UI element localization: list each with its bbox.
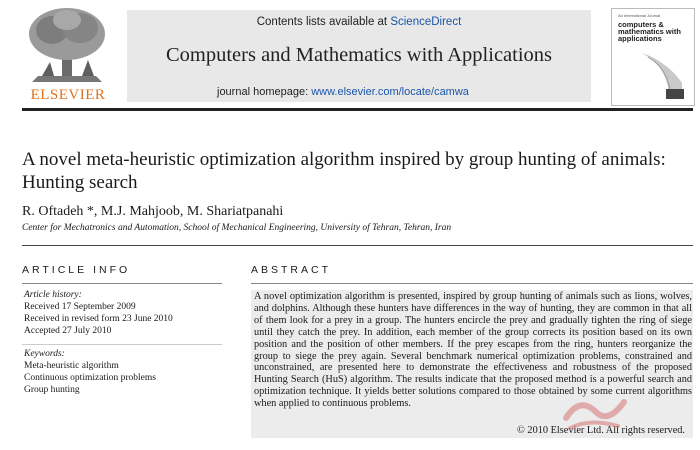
contents-line xyxy=(127,16,591,28)
history-accepted: Accepted 27 July 2010 xyxy=(24,326,112,336)
copyright-notice: © 2010 Elsevier Ltd. All rights reserved. xyxy=(517,425,685,436)
contents-prefix: Contents lists available at xyxy=(256,16,391,28)
history-label: Article history: xyxy=(24,290,82,300)
homepage-link[interactable]: www.elsevier.com/locate/camwa xyxy=(311,86,469,98)
journal-title: Computers and Mathematics with Applications xyxy=(165,44,553,66)
cover-small-text: An International Journal xyxy=(618,13,661,18)
author-affiliation: Center for Mechatronics and Automation, School of Mechanical Engineering, University of Tehran, Tehran, Iran xyxy=(22,223,452,233)
article-title: A novel meta-heuristic optimization algorithm inspired by group hunting of animals: Hunting search xyxy=(22,149,666,193)
abstract-heading: ABSTRACT xyxy=(251,264,332,276)
keywords-rule xyxy=(22,344,222,345)
keyword-item: Continuous optimization problems xyxy=(24,373,156,383)
journal-banner xyxy=(127,10,591,102)
header-rule xyxy=(22,108,693,111)
elsevier-tree-icon xyxy=(22,6,114,88)
abstract-text: A novel optimization algorithm is presented, inspired by group hunting of animals such as lions, wolves, and dolphins. Although these hunters have differences in the way of hunting, they are common in that all of them look for a prey in a group. The hunters encircle the prey and gradually tighten the ring of siege until they catch the prey. In addition, each member of the group corrects its position based on its own position and the position of other members. If the prey escapes from the ring, hunters reorganize the group to siege the prey again. Several benchmark numerical optimization problems, constrained and unconstrained, are presented here to demonstrate the effectiveness and robustness of the proposed Hunting Search (HuS) algorithm. The results indicate that the proposed method is a powerful search and optimization technique. It yields better solutions compared to those obtained by some current algorithms when applied to continuous problems. xyxy=(254,291,692,410)
keywords-label: Keywords: xyxy=(24,349,65,359)
article-authors: R. Oftadeh *, M.J. Mahjoob, M. Shariatpanahi xyxy=(22,204,284,219)
article-info-heading: ARTICLE INFO xyxy=(22,264,131,276)
publisher-logo xyxy=(22,6,114,104)
article-history xyxy=(24,289,224,337)
cover-graphic-icon xyxy=(612,9,694,105)
article-info-rule xyxy=(22,283,222,284)
sciencedirect-link[interactable]: ScienceDirect xyxy=(390,16,462,28)
history-received: Received 17 September 2009 xyxy=(24,302,136,312)
title-rule xyxy=(22,245,693,246)
cover-title: computers & mathematics with applications xyxy=(618,20,681,43)
article-keywords xyxy=(24,348,224,396)
history-revised: Received in revised form 23 June 2010 xyxy=(24,314,173,324)
watermark-logo-icon xyxy=(560,388,630,436)
homepage-prefix: journal homepage: xyxy=(217,86,312,98)
keyword-item: Meta-heuristic algorithm xyxy=(24,361,119,371)
journal-cover xyxy=(611,8,695,106)
keyword-item: Group hunting xyxy=(24,385,80,395)
publisher-logo-text: ELSEVIER xyxy=(30,87,106,103)
abstract-rule xyxy=(251,283,693,284)
journal-header xyxy=(0,0,700,112)
homepage-line xyxy=(217,86,591,98)
